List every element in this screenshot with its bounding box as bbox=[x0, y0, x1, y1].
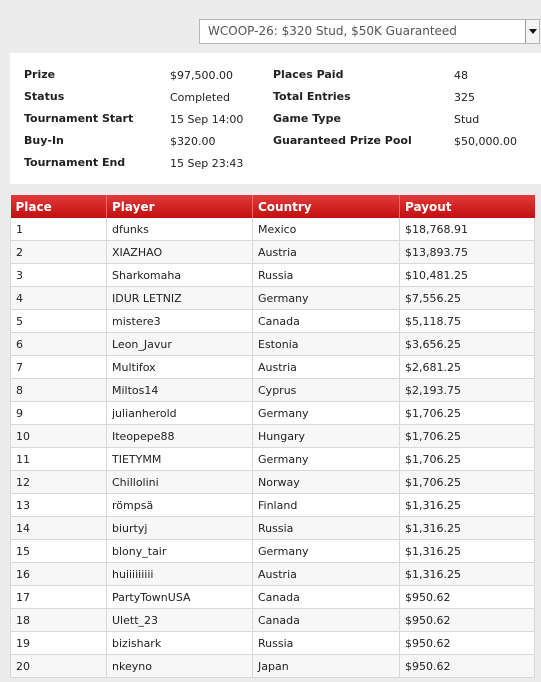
table-row[interactable] bbox=[11, 609, 535, 632]
country-cell: Japan bbox=[253, 655, 400, 678]
tournament-info-panel bbox=[10, 53, 541, 184]
player-cell: Multifox bbox=[107, 356, 253, 379]
buy-in-value: $320.00 bbox=[170, 135, 216, 148]
prize-label: Prize bbox=[24, 68, 56, 81]
payout-cell: $950.62 bbox=[400, 632, 535, 655]
table-row[interactable] bbox=[11, 517, 535, 540]
place-cell: 4 bbox=[11, 287, 107, 310]
place-cell: 9 bbox=[11, 402, 107, 425]
place-cell: 19 bbox=[11, 632, 107, 655]
country-cell: Russia bbox=[253, 632, 400, 655]
payout-cell: $1,316.25 bbox=[400, 563, 535, 586]
tournament-select-value: WCOOP-26: $320 Stud, $50K Guaranteed bbox=[208, 24, 457, 38]
tournament-select[interactable] bbox=[199, 19, 540, 44]
payout-cell: $7,556.25 bbox=[400, 287, 535, 310]
place-cell: 17 bbox=[11, 586, 107, 609]
payout-cell: $1,316.25 bbox=[400, 517, 535, 540]
country-cell: Germany bbox=[253, 287, 400, 310]
place-cell: 20 bbox=[11, 655, 107, 678]
player-cell: römpsä bbox=[107, 494, 253, 517]
player-cell: Ulett_23 bbox=[107, 609, 253, 632]
country-cell: Russia bbox=[253, 264, 400, 287]
place-cell: 12 bbox=[11, 471, 107, 494]
tournament-start-value: 15 Sep 14:00 bbox=[170, 113, 244, 126]
player-cell: IDUR LETNIZ bbox=[107, 287, 253, 310]
country-cell: Germany bbox=[253, 402, 400, 425]
table-row[interactable] bbox=[11, 310, 535, 333]
guaranteed-prize-pool-value: $50,000.00 bbox=[454, 135, 517, 148]
country-cell: Cyprus bbox=[253, 379, 400, 402]
table-row[interactable] bbox=[11, 287, 535, 310]
place-cell: 18 bbox=[11, 609, 107, 632]
player-cell: XIAZHAO bbox=[107, 241, 253, 264]
table-row[interactable] bbox=[11, 494, 535, 517]
country-cell: Finland bbox=[253, 494, 400, 517]
payout-cell: $950.62 bbox=[400, 586, 535, 609]
player-cell: Leon_Javur bbox=[107, 333, 253, 356]
country-cell: Russia bbox=[253, 517, 400, 540]
tournament-start-label: Tournament Start bbox=[24, 112, 134, 125]
player-cell: blony_tair bbox=[107, 540, 253, 563]
player-cell: julianherold bbox=[107, 402, 253, 425]
place-cell: 15 bbox=[11, 540, 107, 563]
prize-value: $97,500.00 bbox=[170, 69, 233, 82]
place-cell: 2 bbox=[11, 241, 107, 264]
place-cell: 16 bbox=[11, 563, 107, 586]
country-cell: Canada bbox=[253, 586, 400, 609]
place-cell: 7 bbox=[11, 356, 107, 379]
payout-cell: $1,706.25 bbox=[400, 448, 535, 471]
payout-cell: $5,118.75 bbox=[400, 310, 535, 333]
place-cell: 5 bbox=[11, 310, 107, 333]
payout-cell: $1,706.25 bbox=[400, 471, 535, 494]
guaranteed-prize-pool-label: Guaranteed Prize Pool bbox=[273, 134, 412, 147]
player-cell: bizishark bbox=[107, 632, 253, 655]
table-header-row bbox=[11, 195, 535, 218]
table-row[interactable] bbox=[11, 379, 535, 402]
buy-in-label: Buy-In bbox=[24, 134, 64, 147]
table-row[interactable] bbox=[11, 632, 535, 655]
payout-cell: $13,893.75 bbox=[400, 241, 535, 264]
place-cell: 6 bbox=[11, 333, 107, 356]
header-player[interactable]: Player bbox=[107, 195, 253, 218]
country-cell: Germany bbox=[253, 448, 400, 471]
player-cell: TIETYMM bbox=[107, 448, 253, 471]
payout-cell: $3,656.25 bbox=[400, 333, 535, 356]
country-cell: Austria bbox=[253, 241, 400, 264]
payout-cell: $950.62 bbox=[400, 609, 535, 632]
table-row[interactable] bbox=[11, 218, 535, 241]
table-row[interactable] bbox=[11, 356, 535, 379]
game-type-value: Stud bbox=[454, 113, 480, 126]
table-row[interactable] bbox=[11, 586, 535, 609]
places-paid-value: 48 bbox=[454, 69, 468, 82]
status-label: Status bbox=[24, 90, 65, 103]
total-entries-value: 325 bbox=[454, 91, 475, 104]
country-cell: Norway bbox=[253, 471, 400, 494]
table-row[interactable] bbox=[11, 448, 535, 471]
country-cell: Mexico bbox=[253, 218, 400, 241]
payout-cell: $1,706.25 bbox=[400, 402, 535, 425]
place-cell: 3 bbox=[11, 264, 107, 287]
player-cell: Miltos14 bbox=[107, 379, 253, 402]
tournament-end-label: Tournament End bbox=[24, 156, 126, 169]
place-cell: 1 bbox=[11, 218, 107, 241]
payout-cell: $1,316.25 bbox=[400, 494, 535, 517]
player-cell: Sharkomaha bbox=[107, 264, 253, 287]
player-cell: huiiiiiiiii bbox=[107, 563, 253, 586]
payout-cell: $2,681.25 bbox=[400, 356, 535, 379]
header-payout[interactable]: Payout bbox=[400, 195, 535, 218]
place-cell: 8 bbox=[11, 379, 107, 402]
table-row[interactable] bbox=[11, 333, 535, 356]
country-cell: Austria bbox=[253, 563, 400, 586]
table-row[interactable] bbox=[11, 241, 535, 264]
dropdown-arrow-icon[interactable] bbox=[525, 20, 539, 43]
tournament-end-value: 15 Sep 23:43 bbox=[170, 157, 244, 170]
table-row[interactable] bbox=[11, 425, 535, 448]
place-cell: 11 bbox=[11, 448, 107, 471]
country-cell: Canada bbox=[253, 310, 400, 333]
payout-cell: $1,706.25 bbox=[400, 425, 535, 448]
payout-cell: $10,481.25 bbox=[400, 264, 535, 287]
country-cell: Germany bbox=[253, 540, 400, 563]
table-row[interactable] bbox=[11, 402, 535, 425]
country-cell: Canada bbox=[253, 609, 400, 632]
header-country[interactable]: Country bbox=[253, 195, 400, 218]
country-cell: Hungary bbox=[253, 425, 400, 448]
table-row[interactable] bbox=[11, 471, 535, 494]
top-bar bbox=[0, 0, 541, 52]
country-cell: Estonia bbox=[253, 333, 400, 356]
game-type-label: Game Type bbox=[273, 112, 341, 125]
table-row[interactable] bbox=[11, 264, 535, 287]
player-cell: mistere3 bbox=[107, 310, 253, 333]
place-cell: 10 bbox=[11, 425, 107, 448]
player-cell: Chillolini bbox=[107, 471, 253, 494]
header-place[interactable]: Place bbox=[11, 195, 107, 218]
places-paid-label: Places Paid bbox=[273, 68, 344, 81]
player-cell: dfunks bbox=[107, 218, 253, 241]
status-value: Completed bbox=[170, 91, 230, 104]
payout-cell: $1,316.25 bbox=[400, 540, 535, 563]
table-row[interactable] bbox=[11, 655, 535, 678]
player-cell: biurtyj bbox=[107, 517, 253, 540]
total-entries-label: Total Entries bbox=[273, 90, 351, 103]
player-cell: PartyTownUSA bbox=[107, 586, 253, 609]
payout-cell: $950.62 bbox=[400, 655, 535, 678]
payout-cell: $18,768.91 bbox=[400, 218, 535, 241]
place-cell: 13 bbox=[11, 494, 107, 517]
place-cell: 14 bbox=[11, 517, 107, 540]
country-cell: Austria bbox=[253, 356, 400, 379]
player-cell: nkeyno bbox=[107, 655, 253, 678]
table-row[interactable] bbox=[11, 540, 535, 563]
player-cell: Iteopepe88 bbox=[107, 425, 253, 448]
results-table bbox=[10, 195, 535, 678]
payout-cell: $2,193.75 bbox=[400, 379, 535, 402]
table-row[interactable] bbox=[11, 563, 535, 586]
